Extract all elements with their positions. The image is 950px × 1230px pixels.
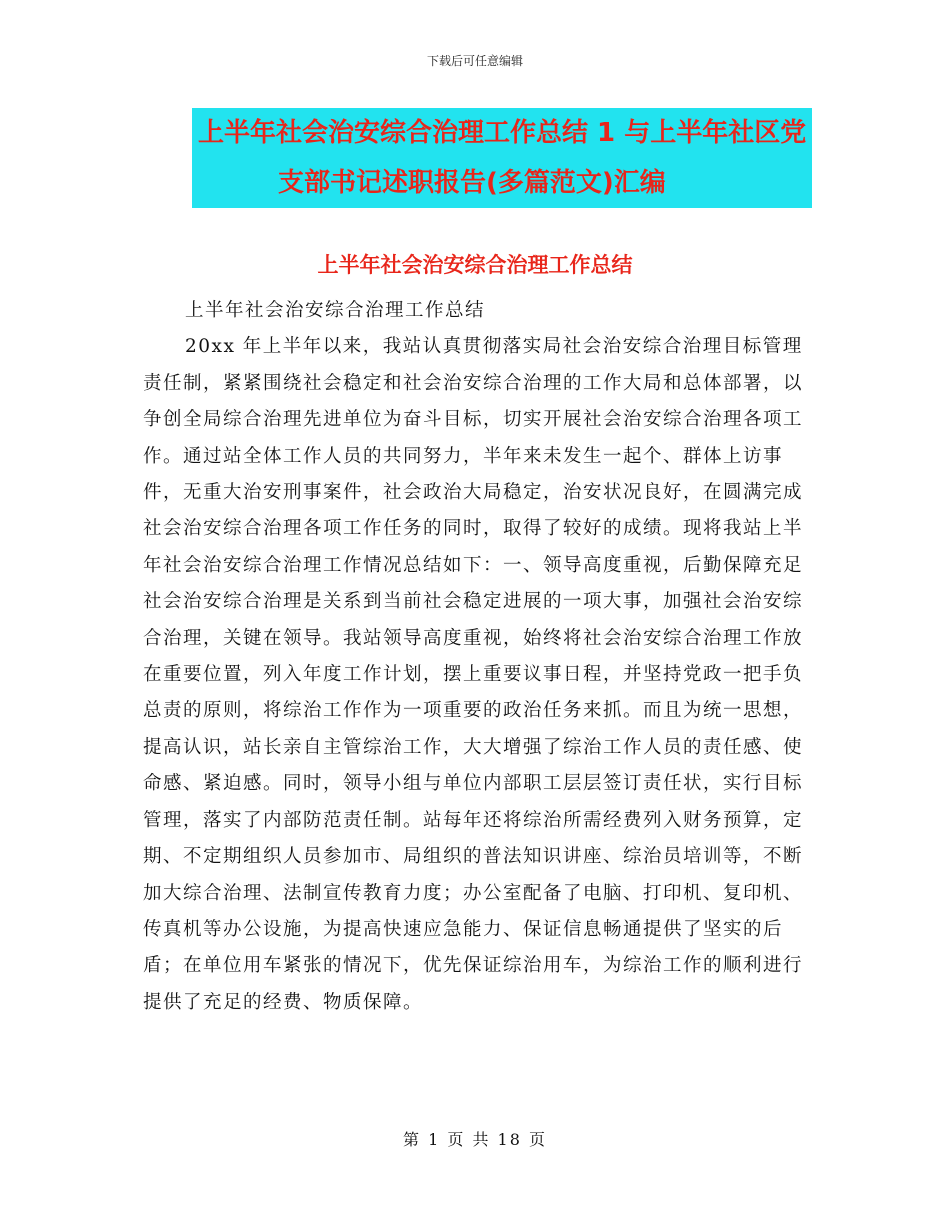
paragraph-leadership: 社会治安综合治理是关系到当前社会稳定进展的一项大事，加强社会治安综合治理，关键在领导。我站领导高度重视，始终将社会治安综合治理工作放在重要位置，列入年度工作计划，摆上重要议事日程，并坚持党政一把手负总责的原则，将综治工作作为一项重要的政治任务来抓。而且为统一思想，提高认识，站长亲自主管综治工作，大大增强了综治工作人员的责任感、使命感、紧迫感。同时，领导小组与单位内部职工层层签订责任状，实行目标管理，落实了内部防范责任制。站每年还将综治所需经费列入财务预算，定期、不定期组织人员参加市、局组织的普法知识讲座、综治员培训等，不断加大综合治理、法制宣传教育力度；办公室配备了电脑、打印机、复印机、传真机等办公设施，为提高快速应急能力、保证信息畅通提供了坚实的后盾；在单位用车紧张的情况下，优先保证综治用车，为综治工作的顺利进行提供了充足的经费、物质保障。 <box>143 591 804 1013</box>
page-footer: 第 1 页 共 18 页 <box>403 1130 547 1149</box>
paragraph-subtitle: 上半年社会治安综合治理工作总结 <box>185 300 486 321</box>
section-title: 上半年社会治安综合治理工作总结 <box>317 253 633 277</box>
document-title <box>192 108 812 208</box>
paragraph-intro: 20xx 年上半年以来，我站认真贯彻落实局社会治安综合治理目标管理责任制，紧紧围绕社会稳定和社会治安综合治理的工作大局和总体部署，以争创全局综合治理先进单位为奋斗目标，切实开展社会治安综合治理各项工作。通过站全体工作人员的共同努力，半年来未发生一起个、群体上访事件，无重大治安刑事案件，社会政治大局稳定，治安状况良好，在圆满完成社会治安综合治理各项工作任务的同时，取得了较好的成绩。现将我站上半年社会治安综合治理工作情况总结如下：一、领导高度重视，后勤保障充足 <box>143 336 804 576</box>
header-note: 下载后可任意编辑 <box>426 54 523 68</box>
document-title-line-1: 上半年社会治安综合治理工作总结 1 与上半年社区党 <box>198 118 807 148</box>
document-title-line-2: 支部书记述职报告(多篇范文)汇编 <box>278 168 666 198</box>
document-body <box>143 293 815 1021</box>
